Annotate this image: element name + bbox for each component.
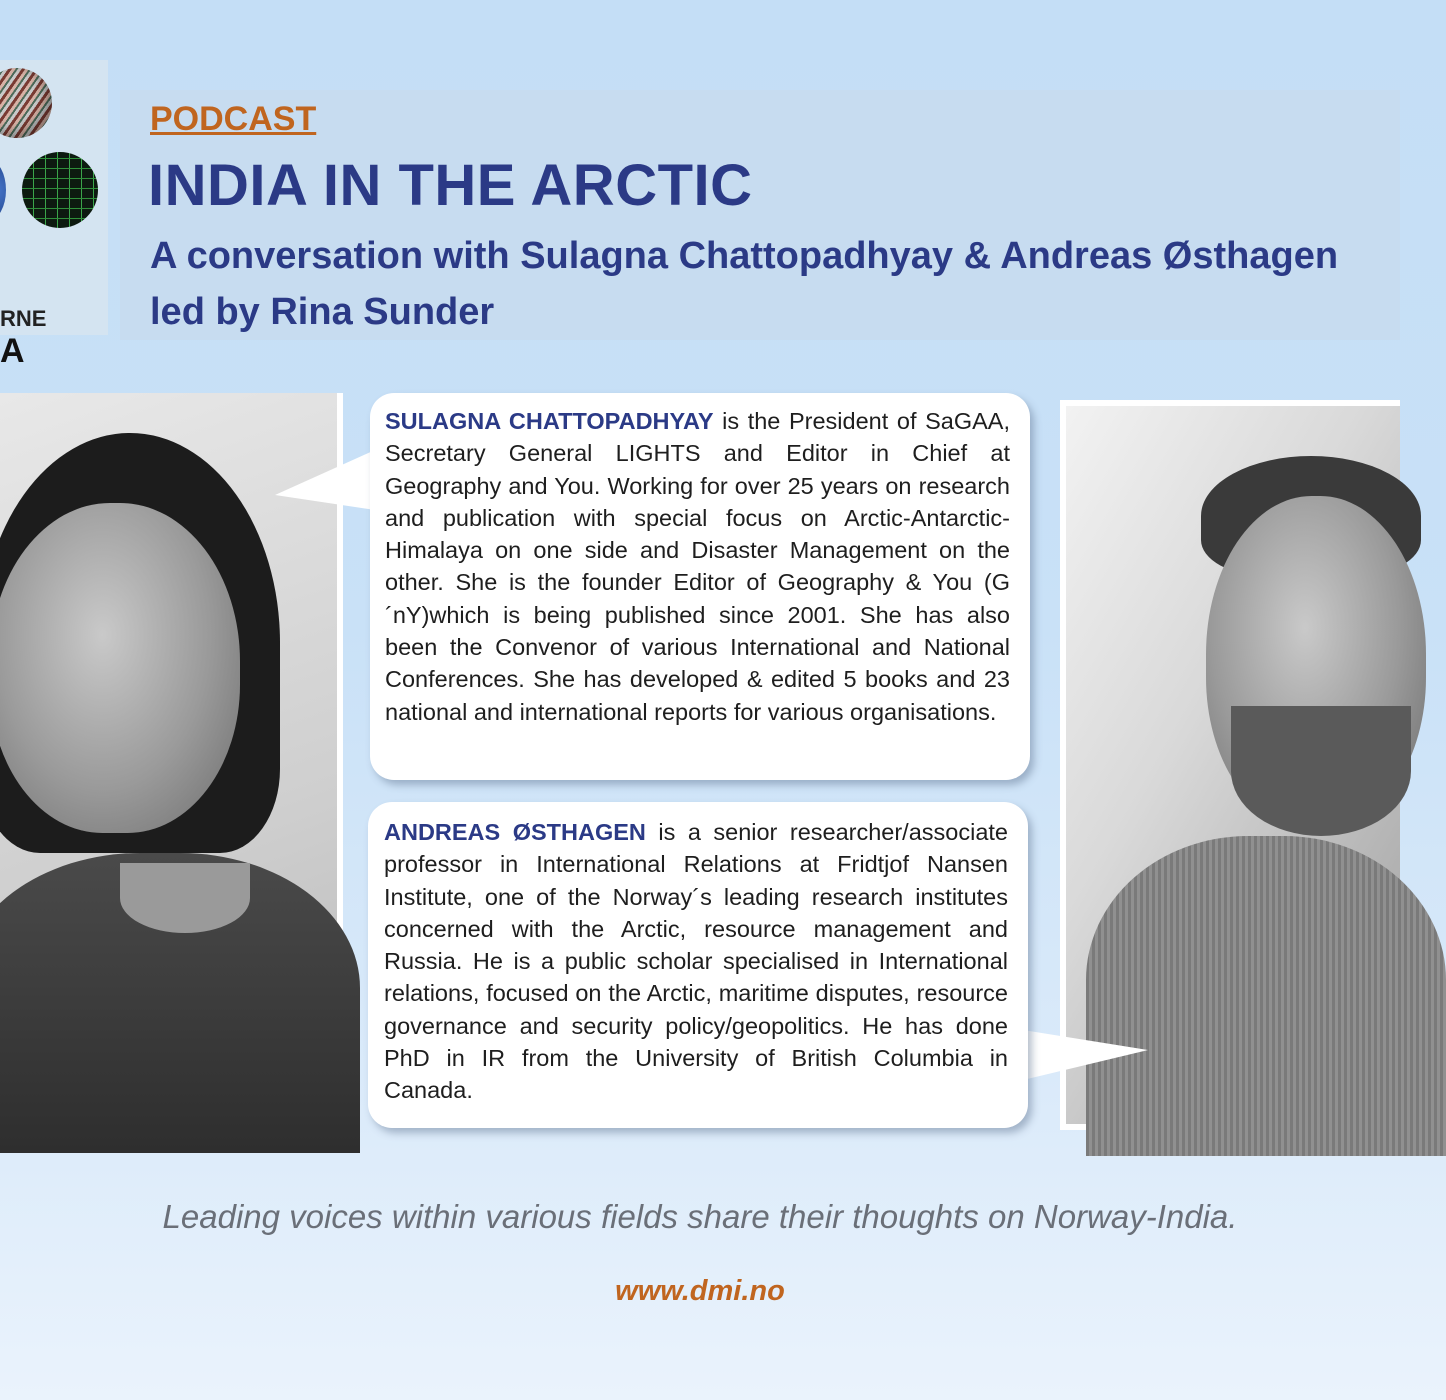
subtitle bbox=[150, 228, 1400, 340]
bubble-tail-left bbox=[270, 440, 380, 520]
circuit-board-icon bbox=[22, 152, 98, 228]
guest-name-sulagna: SULAGNA CHATTOPADHYAY bbox=[385, 408, 714, 434]
subtitle-line-1: A conversation with Sulagna Chattopadhyay & Andreas Østhagen bbox=[150, 235, 1339, 277]
logo-text-bottom: A bbox=[0, 332, 25, 370]
podcast-label: PODCAST bbox=[150, 100, 317, 138]
logo-text-top: RNE bbox=[0, 306, 47, 331]
globe-icon bbox=[0, 68, 52, 138]
website-link[interactable]: www.dmi.no bbox=[615, 1275, 785, 1307]
page-title: INDIA IN THE ARCTIC bbox=[148, 153, 753, 218]
subtitle-line-2: led by Rina Sunder bbox=[150, 291, 495, 333]
guest-name-andreas: ANDREAS ØSTHAGEN bbox=[384, 819, 646, 845]
tagline: Leading voices within various fields share their thoughts on Norway-India. bbox=[162, 1198, 1238, 1235]
guest-bio-andreas: is a senior researcher/associate professor in International Relations at Fridtjof Nansen Institute, one of the Norway´s leading research institutes concerned with the Arctic, resource management and Russia. He is a public scholar specialised in International relations, focused on the Arctic, maritime disputes, resource governance and security policy/geopolitics. He has done PhD in IR from the University of British Columbia in Canada. bbox=[384, 819, 1008, 1104]
logo bbox=[0, 60, 108, 370]
guest-bio-sulagna: is the President of SaGAA, Secretary General LIGHTS and Editor in Chief at Geography and You. Working for over 25 years on research and publication with special focus on Arctic-Antarctic-Himalaya on one side and Disaster Management on the other. She is the founder Editor of Geography & You (G´nY)which is being published since 2001. She has also been the Convenor of various International and National Conferences. She has developed & edited 5 books and 23 national and international reports for various organisations. bbox=[385, 408, 1010, 725]
bubble-tail-right bbox=[1018, 1020, 1153, 1090]
blue-circle-icon bbox=[0, 160, 6, 220]
bio-bubble-andreas bbox=[368, 802, 1028, 1128]
bio-bubble-sulagna bbox=[370, 393, 1030, 780]
